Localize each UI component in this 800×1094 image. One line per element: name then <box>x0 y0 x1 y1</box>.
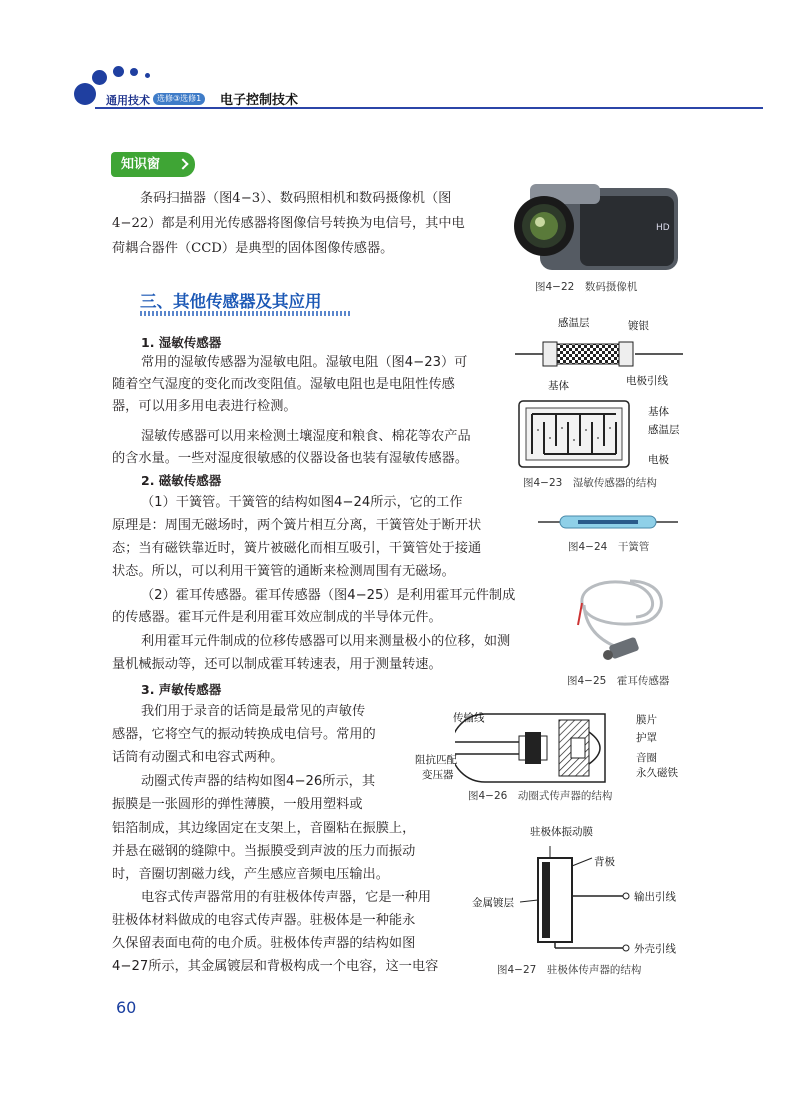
knowledge-line: 条码扫描器（图4−3）、数码照相机和数码摄像机（图 <box>140 191 452 206</box>
fig26-label: 音圈 <box>636 752 657 764</box>
text-line: 的传感器。霍耳元件是利用霍耳效应制成的半导体元件。 <box>112 610 442 625</box>
fig23-label: 电极引线 <box>626 375 668 387</box>
text-line: 振膜是一张圆形的弹性薄膜，一般用塑料或 <box>112 797 363 812</box>
section-title: 三、其他传感器及其应用 <box>140 292 322 311</box>
page-number: 60 <box>116 998 137 1017</box>
section-underline <box>140 311 352 316</box>
text-line: 久保留表面电荷的电介质。驻极体传声器的结构如图 <box>112 936 416 951</box>
series-name: 通用技术 <box>106 94 150 107</box>
fig27-label: 金属镀层 <box>472 897 514 909</box>
fig23-label: 基体 <box>548 380 569 392</box>
text-line: 电容式传声器常用的有驻极体传声器，它是一种用 <box>141 890 432 905</box>
fig26-label: 传输线 <box>453 712 485 724</box>
text-line: （2）霍耳传感器。霍耳传感器（图4−25）是利用霍耳元件制成 <box>141 588 516 603</box>
fig23-label: 电极 <box>648 454 669 466</box>
text-line: 铝箔制成，其边缘固定在支架上，音圈粘在振膜上， <box>112 821 416 836</box>
fig27-caption: 图4−27 驻极体传声器的结构 <box>497 964 642 976</box>
reed-switch-image <box>538 513 678 531</box>
fig23-label: 基体 <box>648 406 669 418</box>
fig27-label: 输出引线 <box>634 891 676 903</box>
text-line: 态；当有磁铁靠近时，簧片被磁化而相互吸引，干簧管处于接通 <box>112 541 482 556</box>
fig27-label: 外壳引线 <box>634 943 676 955</box>
humidity-heading: 1. 湿敏传感器 <box>141 335 222 350</box>
text-line: 时，音圈切割磁力线，产生感应音频电压输出。 <box>112 867 389 882</box>
text-line: 并悬在磁钢的缝隙中。当振膜受到声波的压力而振动 <box>112 844 416 859</box>
fig22-caption: 图4−22 数码摄像机 <box>535 281 638 293</box>
text-line: 动圈式传声器的结构如图4−26所示，其 <box>141 774 376 789</box>
text-line: 器，可以用多用电表进行检测。 <box>112 399 297 414</box>
header-dot <box>74 83 96 105</box>
fig27-label: 背极 <box>594 856 615 868</box>
fig26-label: 护罩 <box>636 732 657 744</box>
fig23-caption: 图4−23 湿敏传感器的结构 <box>523 477 657 489</box>
fig23-label: 感温层 <box>558 317 590 329</box>
magnetic-heading: 2. 磁敏传感器 <box>141 473 222 488</box>
fig23-label: 感温层 <box>648 424 680 436</box>
sound-heading: 3. 声敏传感器 <box>141 682 222 697</box>
fig26-label: 阻抗匹配 <box>415 754 457 766</box>
knowledge-line: 4−22）都是利用光传感器将图像信号转换为电信号，其中电 <box>112 216 465 231</box>
book-title: 电子控制技术 <box>220 93 299 108</box>
hall-sensor-image <box>570 575 675 667</box>
text-line: 的含水量。一些对湿度很敏感的仪器设备也装有湿敏传感器。 <box>112 451 469 466</box>
fig26-label: 变压器 <box>422 769 454 781</box>
text-line: 4−27所示，其金属镀层和背极构成一个电容，这一电容 <box>112 959 439 974</box>
text-line: 我们用于录音的话筒是最常见的声敏传 <box>141 704 366 719</box>
fig26-label: 永久磁铁 <box>636 767 678 779</box>
fig24-caption: 图4−24 干簧管 <box>568 541 650 553</box>
text-line: 湿敏传感器可以用来检测土壤湿度和粮食、棉花等农产品 <box>141 429 471 444</box>
text-line: 量机械振动等，还可以制成霍耳转速表，用于测量转速。 <box>112 657 442 672</box>
text-line: 话筒有动圈式和电容式两种。 <box>112 750 284 765</box>
knowledge-line: 荷耦合器件（CCD）是典型的固体图像传感器。 <box>112 241 394 256</box>
text-line: 状态。所以，可以利用干簧管的通断来检测周围有无磁场。 <box>112 564 455 579</box>
header-dot <box>145 73 150 78</box>
text-line: （1）干簧管。干簧管的结构如图4−24所示，它的工作 <box>141 495 463 510</box>
text-line: 感器，它将空气的振动转换成电信号。常用的 <box>112 727 376 742</box>
fig27-label: 驻极体振动膜 <box>530 826 593 838</box>
module-badge: 选修③选修1 <box>153 93 205 105</box>
header-rule <box>95 107 763 109</box>
fig26-caption: 图4−26 动圈式传声器的结构 <box>468 790 613 802</box>
fig26-label: 膜片 <box>636 714 657 726</box>
text-line: 原理是：周围无磁场时，两个簧片相互分离，干簧管处于断开状 <box>112 518 482 533</box>
text-line: 驻极体材料做成的电容式传声器。驻极体是一种能永 <box>112 913 416 928</box>
knowledge-window-tag: 知识窗 <box>111 152 195 177</box>
text-line: 利用霍耳元件制成的位移传感器可以用来测量极小的位移，如测 <box>141 634 511 649</box>
camcorder-image <box>510 178 680 274</box>
humidity-resistor-diagram <box>515 330 685 375</box>
text-line: 常用的湿敏传感器为湿敏电阻。湿敏电阻（图4−23）可 <box>141 355 468 370</box>
fig23-label: 镀银 <box>628 320 649 332</box>
header-dot <box>92 70 107 85</box>
header-dot <box>113 66 124 77</box>
header-dot <box>130 68 138 76</box>
humidity-electrode-diagram <box>518 400 630 468</box>
fig25-caption: 图4−25 霍耳传感器 <box>567 675 670 687</box>
text-line: 随着空气湿度的变化而改变阻值。湿敏电阻也是电阻性传感 <box>112 377 455 392</box>
hd-label: HD <box>656 223 670 233</box>
